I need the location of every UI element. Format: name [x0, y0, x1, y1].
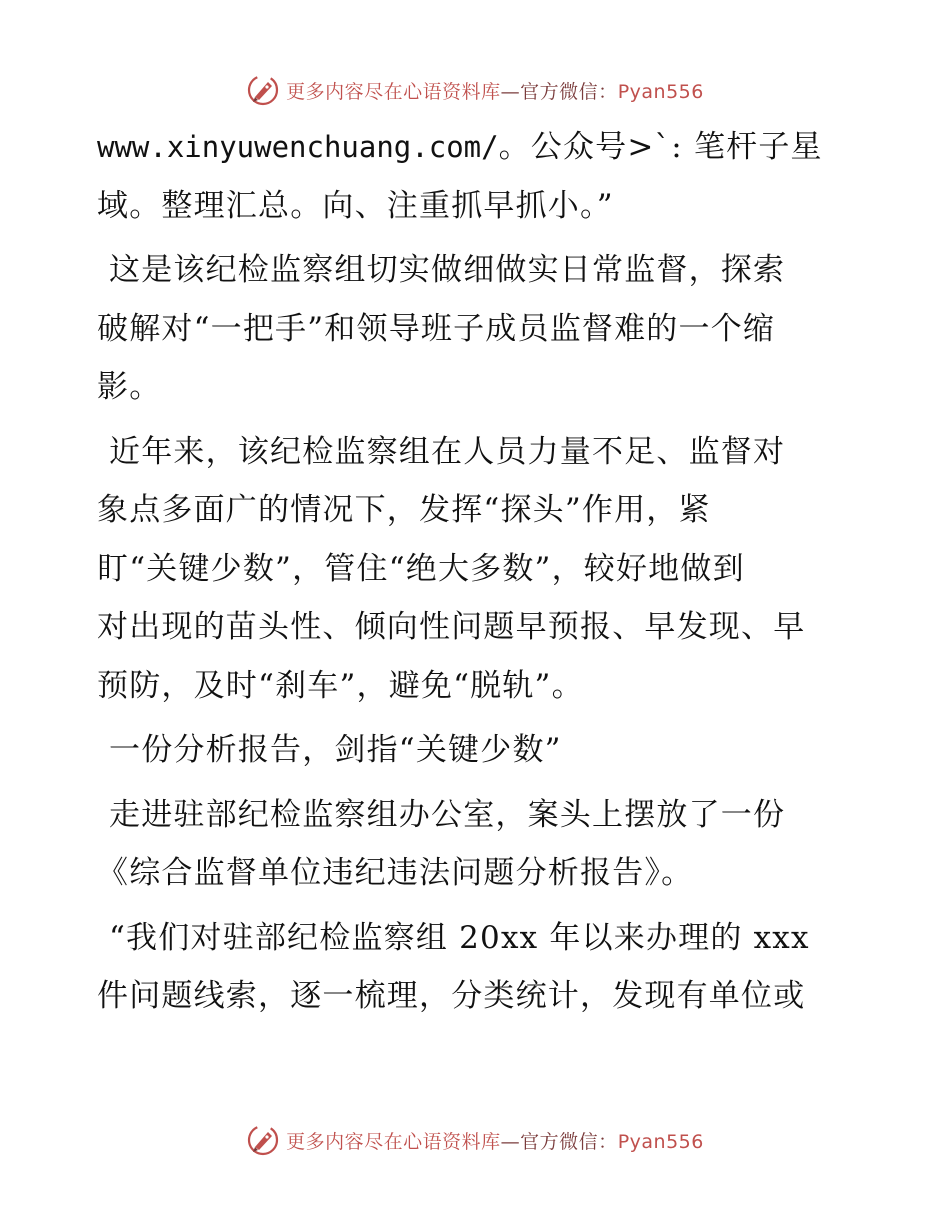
footer-site-name: 更多内容尽在心语资料库: [286, 1130, 501, 1153]
paragraph-3: [97, 423, 857, 482]
paragraph-2: [97, 241, 857, 300]
footer-official-label: 官方微信：: [520, 1130, 618, 1153]
paragraph-3-line-5: 预防，及时“刹车”，避免“脱轨”。: [97, 667, 584, 704]
website-url: www.xinyuwenchuang.com/: [97, 130, 499, 164]
section-heading-text: 一份分析报告，剑指“关键少数”: [109, 732, 562, 768]
header-text: [286, 77, 704, 104]
paragraph-5-cont: [97, 844, 857, 903]
header-inner: [246, 73, 704, 107]
footer-account: Pyan556: [617, 1130, 704, 1153]
pen-nib-logo-icon: [246, 73, 280, 107]
paragraph-6: [97, 909, 857, 968]
paragraph-2-cont: [97, 300, 857, 417]
section-heading: [97, 721, 857, 780]
footer-separator: —: [500, 1130, 521, 1153]
footer-banner: [0, 1122, 950, 1158]
footer-text: [286, 1127, 704, 1154]
paragraph-3-line-2: 象点多面广的情况下，发挥“探头”作用，紧: [97, 492, 711, 528]
paragraph-3-line-3: 盯“关键少数”，管住“绝大多数”，较好地做到: [97, 550, 745, 587]
paragraph-2-line-1: 这是该纪检监察组切实做细做实日常监督，探索: [109, 252, 786, 288]
paragraph-3-line-4: 对出现的苗头性、倾向性问题早预报、早发现、早: [97, 609, 806, 645]
header-site-name: 更多内容尽在心语资料库: [286, 80, 501, 103]
header-official-label: 官方微信：: [520, 80, 618, 103]
header-account: Pyan556: [617, 80, 704, 103]
paragraph-1-line-1-rest: 。公众号>`: 笔杆子星: [498, 129, 823, 165]
paragraph-3-cont: [97, 481, 857, 715]
paragraph-3-line-1: 近年来，该纪检监察组在人员力量不足、监督对: [109, 433, 786, 470]
footer-inner: [246, 1123, 704, 1157]
paragraph-1-line-2: 域。整理汇总。向、注重抓早抓小。”: [97, 187, 614, 224]
paragraph-2-line-2: 破解对“一把手”和领导班子成员监督难的一个缩: [97, 310, 776, 347]
paragraph-5-line-1: 走进驻部纪检监察组办公室，案头上摆放了一份: [109, 796, 786, 833]
paragraph-6-line-1: “我们对驻部纪检监察组 20xx 年以来办理的 xxx: [109, 919, 810, 956]
paragraph-5-line-2: 《综合监督单位违纪违法问题分析报告》。: [97, 855, 694, 891]
pen-nib-logo-icon: [246, 1123, 280, 1157]
paragraph-2-line-3: 影。: [97, 369, 162, 405]
paragraph-1: [97, 118, 857, 235]
document-body: [97, 118, 857, 1026]
paragraph-6-cont: [97, 967, 857, 1026]
paragraph-6-line-2: 件问题线索，逐一梳理，分类统计，发现有单位或: [97, 978, 806, 1014]
header-banner: [0, 72, 950, 108]
paragraph-5: [97, 786, 857, 845]
header-separator: —: [500, 80, 521, 103]
